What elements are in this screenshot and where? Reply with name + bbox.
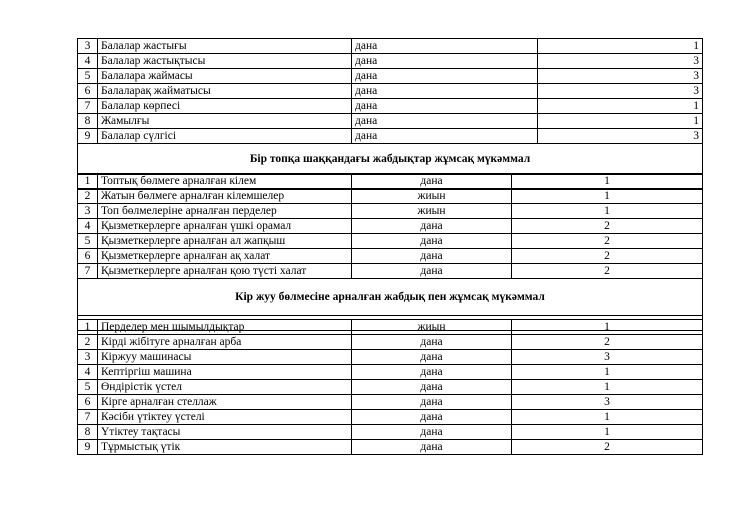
item-unit: дана [352, 99, 538, 114]
table-row [78, 365, 703, 380]
item-unit: дана [352, 249, 512, 264]
row-number: 7 [78, 410, 98, 425]
row-number: 7 [78, 264, 98, 279]
section1-body [78, 39, 703, 190]
section2-body [78, 174, 703, 331]
item-name: Қызметкерлерге арналған ал жапқыш [98, 234, 352, 249]
item-quantity: 2 [512, 335, 703, 350]
item-quantity: 3 [538, 84, 703, 99]
table-row [78, 84, 703, 99]
item-unit: дана [352, 365, 512, 380]
item-unit: жиын [352, 320, 512, 335]
item-quantity: 2 [512, 249, 703, 264]
item-name: Кептіргіш машина [98, 365, 352, 380]
item-name: Кәсіби үтіктеу үстелі [98, 410, 352, 425]
item-quantity: 2 [512, 219, 703, 234]
item-name: Кірді жібітуге арналған арба [98, 335, 352, 350]
item-unit: дана [352, 219, 512, 234]
row-number: 2 [78, 335, 98, 350]
item-name: Қызметкерлерге арналған қою түсті халат [98, 264, 352, 279]
item-unit: дана [352, 380, 512, 395]
item-unit: дана [352, 39, 538, 54]
item-name: Балалар жастығы [98, 39, 352, 54]
row-number: 4 [78, 219, 98, 234]
item-quantity: 2 [512, 234, 703, 249]
table-row [78, 204, 703, 219]
item-unit: дана [352, 114, 538, 129]
table-row [78, 380, 703, 395]
item-unit: дана [352, 234, 512, 249]
table-row [78, 320, 703, 335]
item-name: Балалар көрпесі [98, 99, 352, 114]
item-quantity: 2 [512, 440, 703, 455]
table-row [78, 54, 703, 69]
item-quantity: 1 [512, 410, 703, 425]
table-row [78, 395, 703, 410]
table-row [78, 129, 703, 144]
item-unit: жиын [352, 189, 512, 204]
section3-title: Кір жуу бөлмесіне арналған жабдық пен жұмсақ мүкәммал [78, 279, 703, 316]
item-name: Балалар жастықтысы [98, 54, 352, 69]
item-unit: дана [352, 350, 512, 365]
item-quantity: 2 [512, 264, 703, 279]
item-unit: дана [352, 264, 512, 279]
item-quantity: 3 [538, 69, 703, 84]
item-unit: дана [352, 54, 538, 69]
item-unit: дана [352, 174, 512, 189]
item-unit: дана [352, 129, 538, 144]
item-name: Қызметкерлерге арналған ақ халат [98, 249, 352, 264]
item-name: Үтіктеу тақтасы [98, 425, 352, 440]
item-name: Кірге арналған стеллаж [98, 395, 352, 410]
item-quantity: 1 [512, 189, 703, 204]
item-quantity: 1 [512, 425, 703, 440]
row-number: 6 [78, 84, 98, 99]
table-row [78, 174, 703, 189]
section3-table [77, 319, 703, 455]
section3-body [78, 320, 703, 455]
table-row [78, 99, 703, 114]
item-unit: дана [352, 425, 512, 440]
table-row [78, 219, 703, 234]
section1-table [77, 38, 703, 190]
item-quantity: 3 [538, 129, 703, 144]
item-quantity: 1 [538, 99, 703, 114]
row-number: 5 [78, 380, 98, 395]
item-name: Топтық бөлмеге арналған кілем [98, 174, 352, 189]
row-number: 2 [78, 189, 98, 204]
item-unit: дана [352, 395, 512, 410]
row-number: 3 [78, 39, 98, 54]
row-number: 4 [78, 365, 98, 380]
item-name: Өндірістік үстел [98, 380, 352, 395]
section2-title-row [78, 144, 703, 175]
item-unit: дана [352, 69, 538, 84]
table-row [78, 249, 703, 264]
item-name: Жамылғы [98, 114, 352, 129]
row-number: 4 [78, 54, 98, 69]
item-quantity: 1 [512, 320, 703, 335]
item-name: Балалар сүлгісі [98, 129, 352, 144]
row-number: 5 [78, 234, 98, 249]
section2-table [77, 173, 703, 331]
item-unit: дана [352, 84, 538, 99]
table-row [78, 425, 703, 440]
item-unit: дана [352, 335, 512, 350]
table-row [78, 410, 703, 425]
row-number: 3 [78, 204, 98, 219]
item-name: Перделер мен шымылдықтар [98, 320, 352, 335]
section2-title: Бір топқа шаққандағы жабдықтар жұмсақ мүкәммал [78, 144, 703, 175]
item-quantity: 3 [538, 54, 703, 69]
row-number: 9 [78, 440, 98, 455]
table-row [78, 69, 703, 84]
row-number: 8 [78, 425, 98, 440]
row-number: 1 [78, 174, 98, 189]
row-number: 6 [78, 249, 98, 264]
item-quantity: 1 [538, 114, 703, 129]
item-quantity: 1 [512, 365, 703, 380]
table-row [78, 335, 703, 350]
row-number: 9 [78, 129, 98, 144]
item-name: Кіржуу машинасы [98, 350, 352, 365]
table-row [78, 39, 703, 54]
row-number: 6 [78, 395, 98, 410]
item-name: Балаларақ жайматысы [98, 84, 352, 99]
item-unit: дана [352, 440, 512, 455]
item-unit: жиын [352, 204, 512, 219]
table-row [78, 234, 703, 249]
section3-title-row [78, 279, 703, 316]
row-number: 8 [78, 114, 98, 129]
row-number: 5 [78, 69, 98, 84]
table-row [78, 264, 703, 279]
item-name: Тұрмыстық үтік [98, 440, 352, 455]
item-quantity: 1 [512, 174, 703, 189]
item-name: Жатын бөлмеге арналған кілемшелер [98, 189, 352, 204]
row-number: 3 [78, 350, 98, 365]
table-row [78, 440, 703, 455]
table-row [78, 114, 703, 129]
item-name: Қызметкерлерге арналған үшкі орамал [98, 219, 352, 234]
item-quantity: 3 [512, 395, 703, 410]
item-quantity: 3 [512, 350, 703, 365]
item-quantity: 1 [538, 39, 703, 54]
item-name: Топ бөлмелеріне арналған перделер [98, 204, 352, 219]
table-row [78, 350, 703, 365]
item-name: Балалара жаймасы [98, 69, 352, 84]
item-unit: дана [352, 410, 512, 425]
row-number: 1 [78, 320, 98, 335]
item-quantity: 1 [512, 204, 703, 219]
table-row [78, 189, 703, 204]
item-quantity: 1 [512, 380, 703, 395]
row-number: 7 [78, 99, 98, 114]
